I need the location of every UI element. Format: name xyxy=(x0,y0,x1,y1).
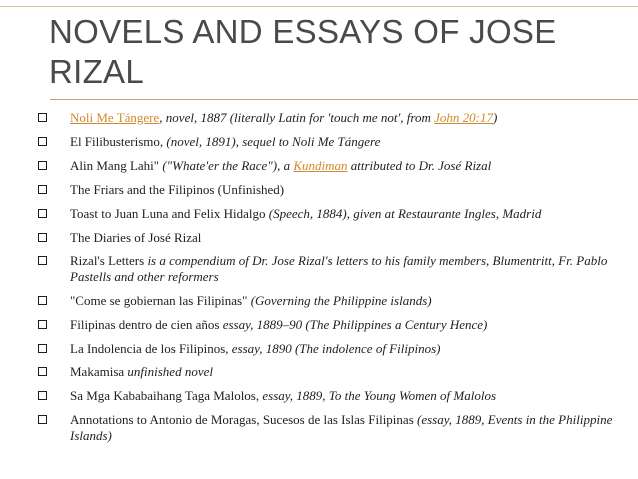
square-bullet-icon xyxy=(38,113,47,122)
title-divider xyxy=(50,99,638,100)
slide-title: NOVELS AND ESSAYS OF JOSE RIZAL xyxy=(49,13,557,90)
list-item: El Filibusterismo, (novel, 1891), sequel to Noli Me Tángere xyxy=(37,134,617,149)
square-bullet-icon xyxy=(38,161,47,170)
square-bullet-icon xyxy=(38,391,47,400)
list-item: The Diaries of José Rizal xyxy=(37,230,617,245)
square-bullet-icon xyxy=(38,233,47,242)
top-rule xyxy=(0,6,638,7)
list-item: The Friars and the Filipinos (Unfinished) xyxy=(37,182,617,197)
square-bullet-icon xyxy=(38,185,47,194)
list-item: Noli Me Tángere, novel, 1887 (literally Latin for 'touch me not', from John 20:17) xyxy=(37,110,617,125)
list-item: Alin Mang Lahi" ("Whate'er the Race"), a Kundiman attributed to Dr. José Rizal xyxy=(37,158,617,173)
noli-me-tangere-link[interactable]: Noli Me Tángere xyxy=(70,110,160,125)
square-bullet-icon xyxy=(38,367,47,376)
list-item: Filipinas dentro de cien años essay, 1889–90 (The Philippines a Century Hence) xyxy=(37,317,617,332)
square-bullet-icon xyxy=(38,344,47,353)
square-bullet-icon xyxy=(38,209,47,218)
list-item: Toast to Juan Luna and Felix Hidalgo (Speech, 1884), given at Restaurante Ingles, Madrid xyxy=(37,206,617,221)
list-item: Rizal's Letters is a compendium of Dr. Jose Rizal's letters to his family members, Blumentritt, Fr. Pablo Pastells and other reformers xyxy=(37,253,617,284)
list-item: "Come se gobiernan las Filipinas" (Governing the Philippine islands) xyxy=(37,293,617,308)
works-list xyxy=(37,110,617,452)
square-bullet-icon xyxy=(38,137,47,146)
list-item: Makamisa unfinished novel xyxy=(37,364,617,379)
list-item: Annotations to Antonio de Moragas, Sucesos de las Islas Filipinas (essay, 1889, Events in the Philippine Islands) xyxy=(37,412,617,443)
square-bullet-icon xyxy=(38,415,47,424)
kundiman-link[interactable]: Kundiman xyxy=(293,157,348,173)
square-bullet-icon xyxy=(38,320,47,329)
square-bullet-icon xyxy=(38,256,47,265)
square-bullet-icon xyxy=(38,296,47,305)
list-item: La Indolencia de los Filipinos, essay, 1890 (The indolence of Filipinos) xyxy=(37,341,617,356)
john-20-17-link[interactable]: John 20:17 xyxy=(434,110,493,125)
list-item: Sa Mga Kababaihang Taga Malolos, essay, 1889, To the Young Women of Malolos xyxy=(37,388,617,403)
